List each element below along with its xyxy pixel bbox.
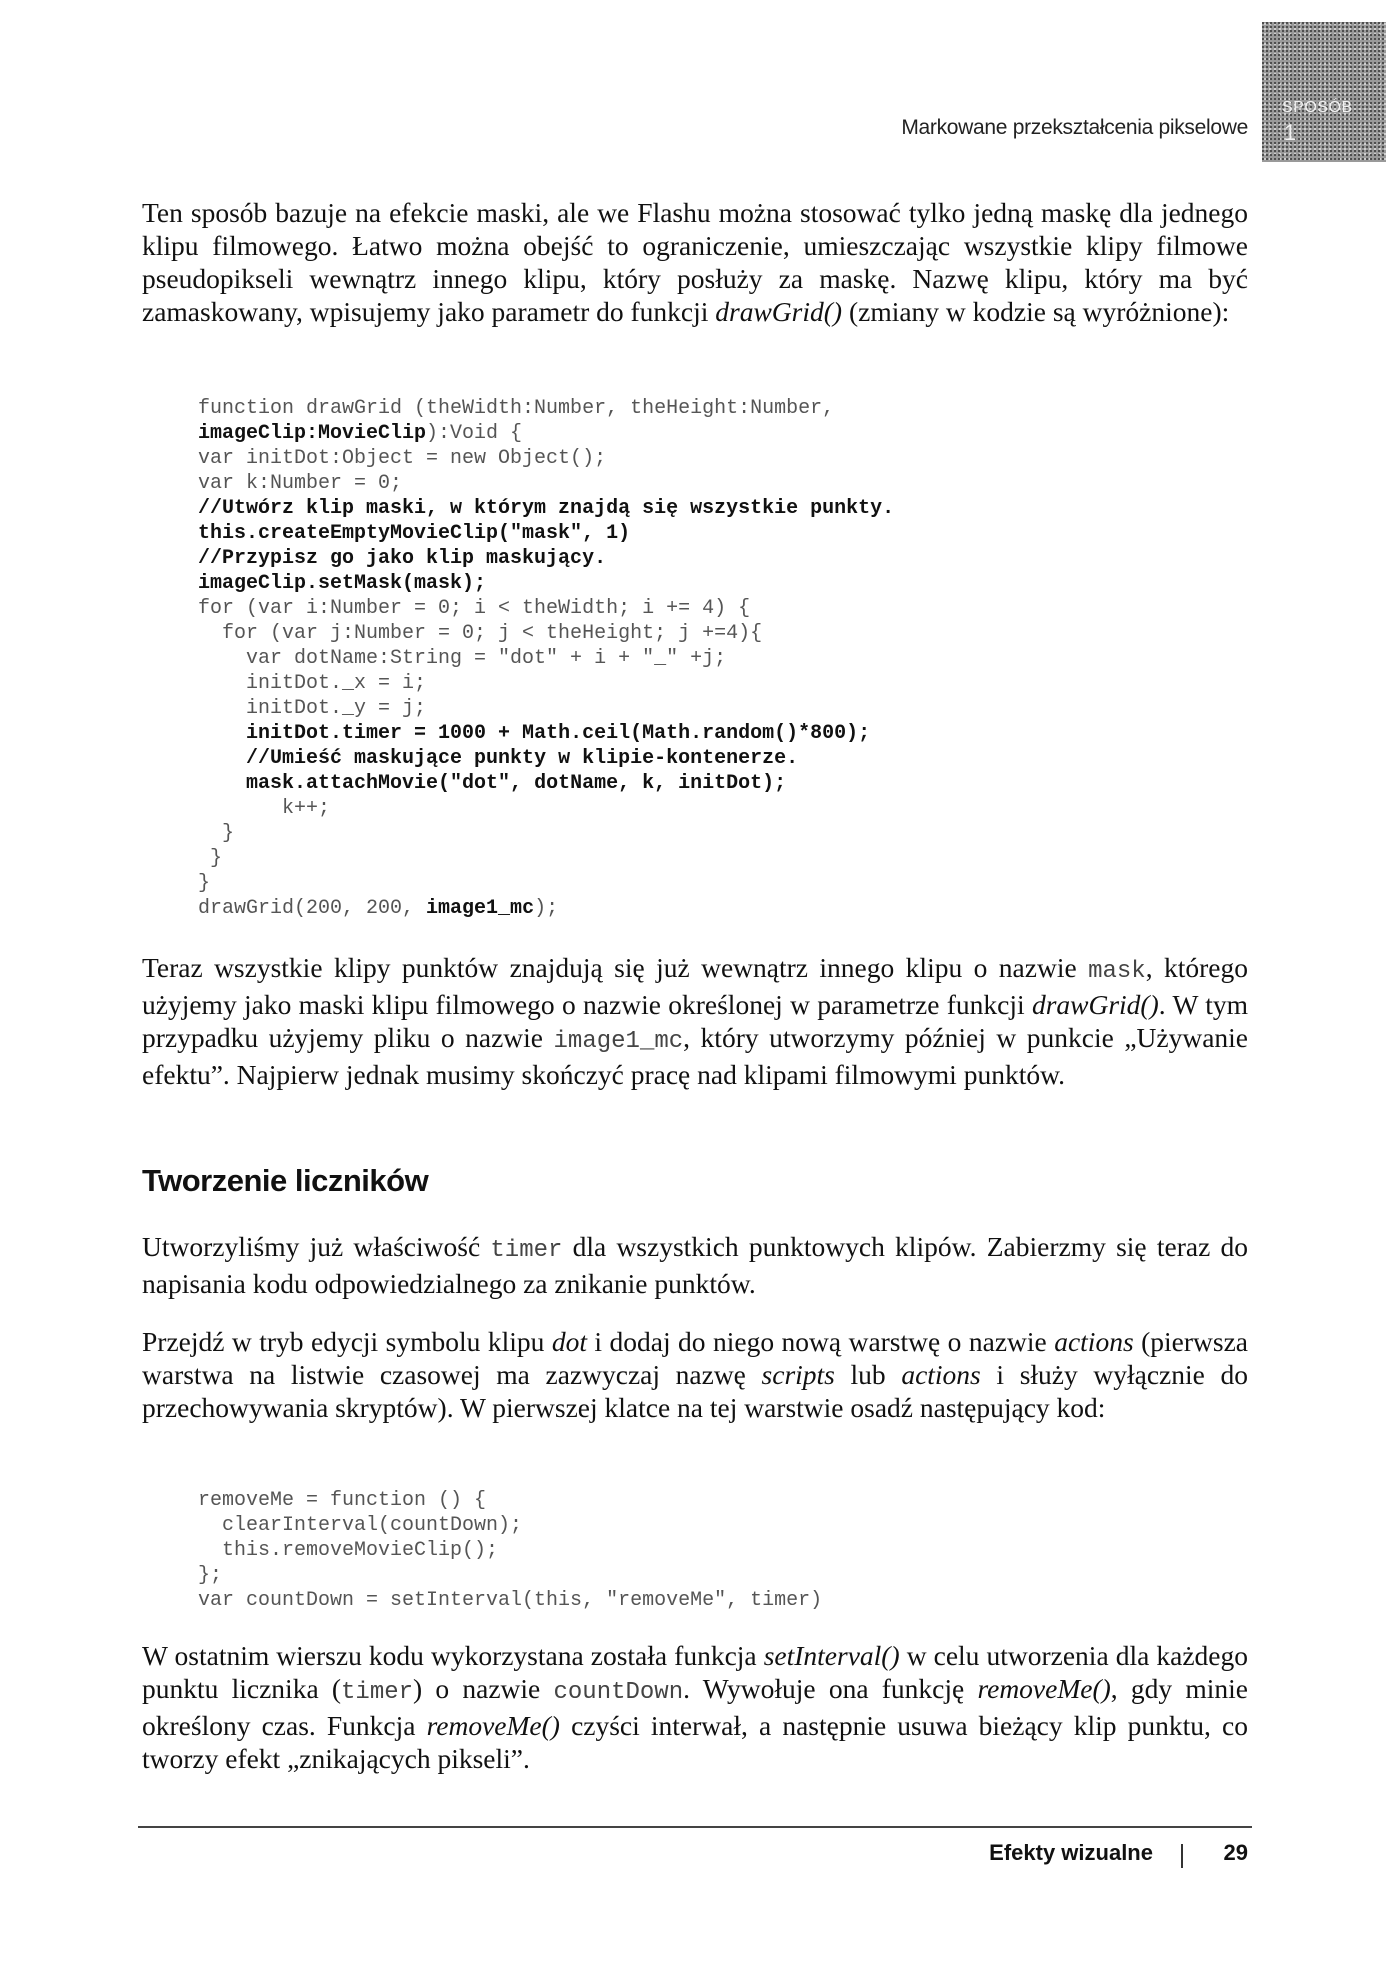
text-run: Przejdź w tryb edycji symbolu klipu [142,1326,552,1357]
text-run: ) o nazwie [413,1673,554,1704]
sposob-badge [1262,22,1386,162]
running-header: Markowane przekształcenia pikselowe [901,116,1248,139]
code-line: }; [198,1564,223,1587]
text-run: dla wszystkich punktowych klipów. Zabierzmy się teraz do napisania kodu odpowiedzialnego za znikanie punktów. [142,1231,1248,1299]
code-line [198,472,402,495]
text-run: Ten sposób bazuje na efekcie maski, ale we Flashu można stosować tylko jedną maskę dla jednego klipu filmowego. Łatwo można obejść to ograniczenie, umieszczając wszystkie klipy filmowe pseudopikseli wewnątrz innego klipu, który posłuży za maskę. Nazwę klipu, który ma być zamaskowany, wpisujemy jako parametr do funkcji [142,197,1248,327]
code-text: ):Void { [426,422,523,445]
layer-name: scripts [761,1359,835,1390]
code-text: for (var i:Number = 0; i < theWidth; i += 4) { [198,597,751,620]
sposob-label: SPOSÓB [1282,99,1353,116]
function-name: setInterval() [763,1640,900,1671]
code-text: for (var j:Number = 0; j < theHeight; j +=4){ [198,622,763,645]
code-line [198,747,798,770]
code-text [198,772,246,795]
paragraph-timer [142,1230,1248,1300]
code-text: ); [534,897,559,920]
layer-name: actions [1054,1326,1134,1357]
code-line: removeMe = function () { [198,1489,487,1512]
code-line: var countDown = setInterval(this, "removeMe", timer) [198,1589,823,1612]
text-run: i służy wyłącznie do przechowywania skryptów). W pierwszej klatce na tej warstwie osadź następujący kod: [142,1359,1249,1423]
code-line [198,697,426,720]
code-line [198,647,726,670]
code-line [198,447,606,470]
code-line: clearInterval(countDown); [198,1514,523,1537]
function-name: removeMe() [977,1673,1111,1704]
code-text: } [198,847,223,870]
code-line [198,497,894,520]
text-run: W ostatnim wierszu kodu wykorzystana została funkcja [142,1640,764,1671]
code-line [198,872,210,895]
code-line [198,547,606,570]
paragraph-setinterval [142,1639,1248,1775]
code-highlight: imageClip:MovieClip [198,422,427,445]
code-line: this.removeMovieClip(); [198,1539,499,1562]
text-run: czyści interwał, a następnie usuwa bieżący klip punktu, co tworzy efekt „znikających pikseli”. [142,1710,1248,1774]
code-line [198,422,522,445]
code-line [198,597,750,620]
paragraph-dot-symbol [142,1325,1248,1424]
code-text: var k:Number = 0; [198,472,403,495]
code-line [198,397,834,420]
code-line [198,672,426,695]
text-run: lub [834,1359,902,1390]
code-line [198,897,558,920]
code-highlight: mask.attachMovie("dot", dotName, k, initDot); [246,772,787,795]
inline-code: countDown [553,1679,684,1706]
paragraph-intro [142,196,1248,328]
code-text: k++; [198,797,331,820]
text-run: Teraz wszystkie klipy punktów znajdują się już wewnątrz innego klipu o nazwie [142,952,1089,983]
code-text: } [198,822,235,845]
text-run: , który utworzymy później w punkcie „Używanie efektu”. Najpierw jednak musimy skończyć pracę nad klipami filmowymi punktów. [142,1022,1248,1090]
code-highlight: //Umieść maskujące punkty w klipie-kontenerze. [246,747,799,770]
code-line [198,797,330,820]
code-line [198,522,630,545]
code-line [198,572,486,595]
code-text: function drawGrid (theWidth:Number, theHeight:Number, [198,397,835,420]
inline-code: image1_mc [553,1028,684,1055]
section-heading: Tworzenie liczników [142,1163,429,1198]
text-run: . Wywołuje ona funkcję [683,1673,978,1704]
inline-code: timer [341,1679,414,1706]
text-run: , gdy minie określony czas. Funkcja [142,1673,1248,1741]
code-line [198,822,234,845]
code-highlight: this.createEmptyMovieClip("mask", 1) [198,522,631,545]
code-highlight: initDot.timer = 1000 + Math.ceil(Math.random()*800); [246,722,871,745]
function-name: drawGrid() [1031,989,1159,1020]
code-line [198,622,762,645]
code-block-drawgrid [198,396,894,921]
code-line [198,847,222,870]
footer-title: Efekty wizualne [989,1840,1153,1865]
footer-rule [138,1826,1252,1828]
code-text: var dotName:String = "dot" + i + "_" +j; [198,647,727,670]
layer-name: actions [901,1359,981,1390]
code-block-removeme [198,1488,822,1613]
code-text [198,747,246,770]
function-name: drawGrid() [715,296,843,327]
page-number: 29 [1223,1840,1248,1865]
inline-code: timer [490,1237,563,1264]
code-text: var initDot:Object = new Object(); [198,447,607,470]
symbol-name: dot [551,1326,587,1357]
code-highlight: //Utwórz klip maski, w którym znajdą się wszystkie punkty. [198,497,895,520]
code-text: drawGrid(200, 200, [198,897,427,920]
text-run: i dodaj do niego nową warstwę o nazwie [586,1326,1055,1357]
text-run: w celu utworzenia dla każdego punktu licznika ( [142,1640,1248,1704]
text-run: , którego użyjemy jako maski klipu filmowego o nazwie określonej w parametrze funkcji [142,952,1249,1020]
code-line [198,772,786,795]
paragraph-mask-explanation [142,951,1248,1091]
code-highlight: image1_mc [426,897,535,920]
sposob-number: 1 [1284,120,1297,145]
code-text [198,722,246,745]
code-line [198,722,870,745]
code-highlight: //Przypisz go jako klip maskujący. [198,547,607,570]
inline-code: mask [1088,958,1146,985]
code-text: } [198,872,211,895]
code-text: initDot._x = i; [198,672,427,695]
footer-separator [1181,1844,1183,1868]
text-run: (pierwsza warstwa na listwie czasowej ma zazwyczaj nazwę [142,1326,1248,1390]
text-run: . W tym przypadku użyjemy pliku o nazwie [142,989,1249,1053]
function-name: removeMe() [426,1710,560,1741]
code-text: initDot._y = j; [198,697,427,720]
code-highlight: imageClip.setMask(mask); [198,572,487,595]
text-run: Utworzyliśmy już właściwość [142,1231,491,1262]
text-run: (zmiany w kodzie są wyróżnione): [842,296,1230,327]
